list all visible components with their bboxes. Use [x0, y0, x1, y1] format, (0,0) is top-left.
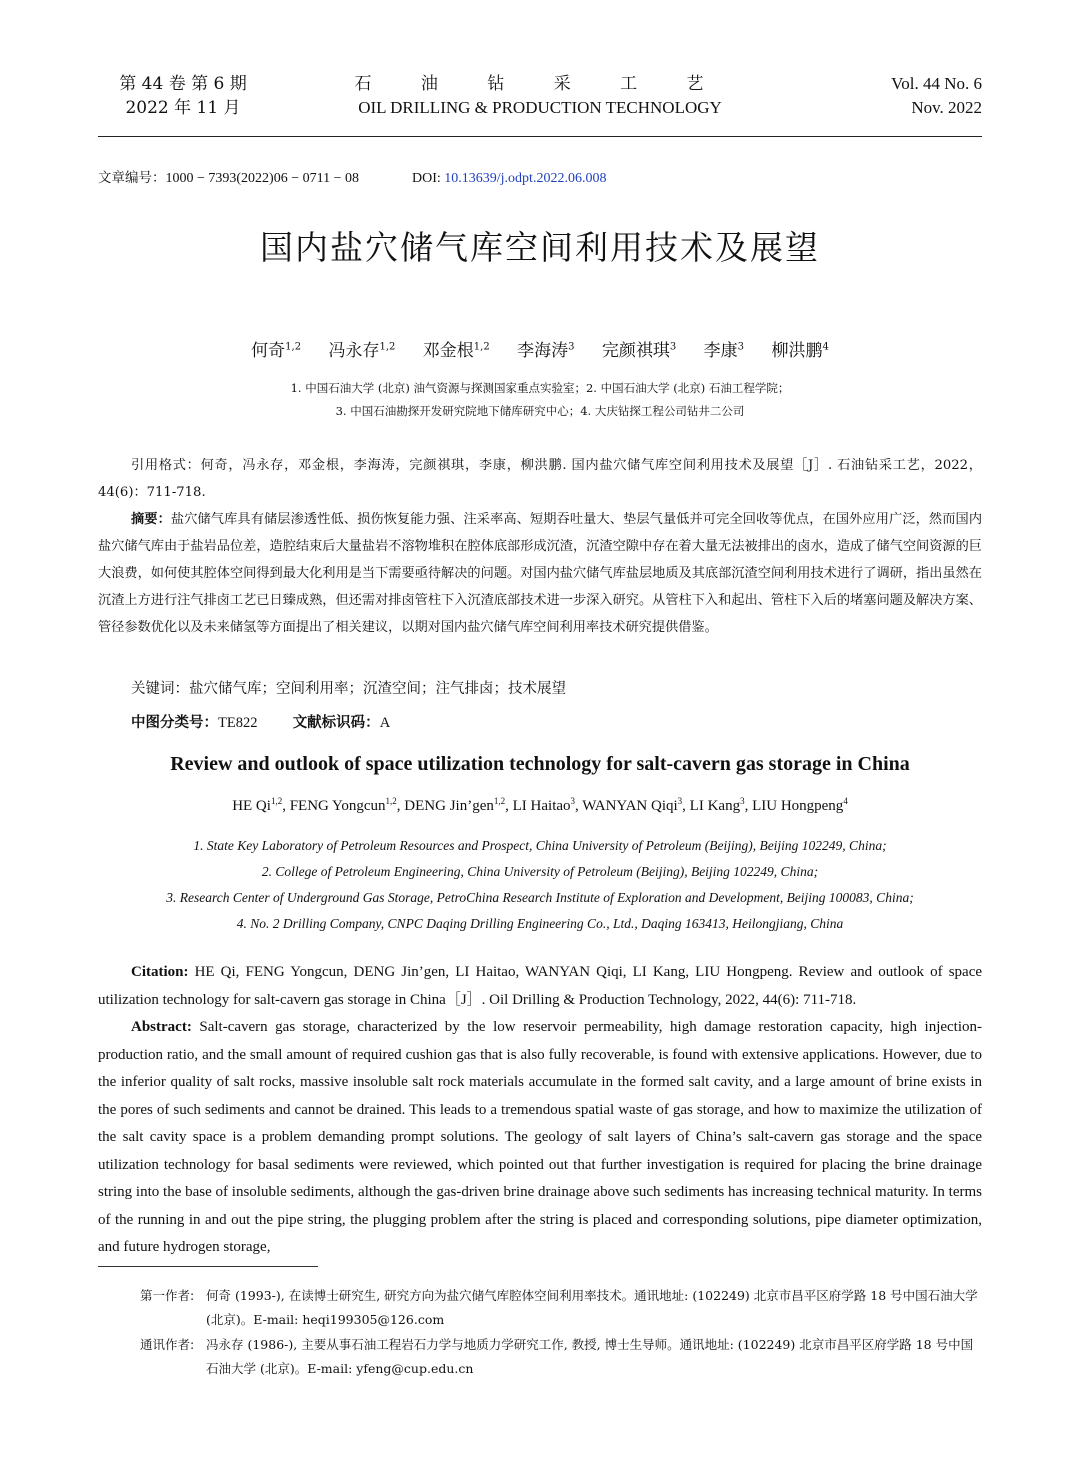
page-title: 国内盐穴储气库空间利用技术及展望 [260, 228, 820, 267]
affiliation-cn-line-2: 3. 中国石油勘探开发研究院地下储库研究中心；4. 大庆钻探工程公司钻井二公司 [335, 404, 745, 418]
abstract-cn-label: 摘要： [131, 512, 171, 527]
citation-en-label: Citation: [131, 964, 189, 980]
article-number-label: 文章编号： [98, 170, 166, 186]
author-en: LI Kang$^3$ [689, 796, 745, 814]
author-cn: 李海涛$^3$ [517, 341, 575, 361]
volume-info-en [891, 72, 982, 120]
journal-name-cn: 石 油 钻 采 工 艺 [354, 74, 726, 94]
citation-en-text: HE Qi, FENG Yongcun, DENG Jin’gen, LI Haitao, WANYAN Qiqi, LI Kang, LIU Hongpeng. Review and outlook of space utilization technology for salt-cavern gas storage in China［J］. Oil Drilling & Production Technology, 2022, 44(6): 711-718. [98, 964, 983, 1008]
author-cn: 完颜祺琪$^3$ [601, 341, 677, 361]
keywords-label: 关键词： [131, 681, 189, 697]
author-en: FENG Yongcun$^{1,2}$ [289, 796, 397, 814]
affiliation-cn-line-1: 1. 中国石油大学 (北京) 油气资源与探测国家重点实验室；2. 中国石油大学 (北京) 石油工程学院； [290, 381, 790, 395]
abstract-cn [98, 506, 982, 641]
abstract-cn-text: 盐穴储气库具有储层渗透性低、损伤恢复能力强、注采率高、短期吞吐量大、垫层气量低并可完全回收等优点，在国外应用广泛，然而国内盐穴储气库由于盐岩品位差，造腔结束后大量盐岩不溶物堆积在腔体底部形成沉渣，沉渣空隙中存在着大量无法被排出的卤水，造成了储气空间资源的巨大浪费，如何使其腔体空间得到最大化利用是当下需要亟待解决的问题。对国内盐穴储气库盐层地质及其底部沉渣空间利用技术进行了调研，指出虽然在沉渣上方进行注气排卤工艺已日臻成熟，但还需对排卤管柱下入沉渣底部技术进一步深入研究。从管柱下入和起出、管柱下入后的堵塞问题及解决方案、管径参数优化以及未来储氢等方面提出了相关建议，以期对国内盐穴储气库空间利用率技术研究提供借鉴。 [98, 512, 983, 635]
doc-code: A [379, 715, 391, 731]
abstract-en-text: Salt-cavern gas storage, characterized by the low reservoir permeability, high damage restoration capacity, high injection-production ratio, and the small amount of required cushion gas that is also fully recoverable, is found with extensive applications. However, due to the inferior quality of salt rocks, massive insoluble salt rock materials accumulate in the formed salt cavity, and a large amount of brine exists in the pores of such sediments and cannot be drained. This leads to a tremendous spatial waste of gas storage, and how to maximize the utilization of the salt cavity space is a problem demanding prompt solutions. The geology of salt layers of China’s salt-cavern gas storage and the space utilization technology for basal sediments were reviewed, which pointed out that further investigation is required for placing the brine drainage string into the base of insoluble sediments, although the gas-driven brine drainage above such sediments has increasing technical maturity. In terms of the running in and out the pipe string, the plugging problem after the string is placed and corresponding solutions, pipe diameter optimization, and future hydrogen storage, [98, 1019, 983, 1255]
author-cn: 邓金根$^{1,2}$ [422, 341, 490, 361]
doi-link[interactable]: 10.13639/j.odpt.2022.06.008 [444, 171, 607, 186]
citation-en [98, 959, 982, 1014]
affiliation-en-1: 1. State Key Laboratory of Petroleum Resources and Prospect, China University of Petroleum (Beijing), Beijing 102249, China; [193, 838, 887, 853]
author-cn: 李康$^3$ [703, 341, 745, 361]
clc-label: 中图分类号： [131, 715, 218, 731]
citation-cn [98, 452, 982, 506]
english-title: Review and outlook of space utilization technology for salt-cavern gas storage in China [170, 753, 910, 775]
author-en: HE Qi$^{1,2}$ [232, 796, 283, 814]
keywords-text: 盐穴储气库；空间利用率；沉渣空间；注气排卤；技术展望 [189, 681, 566, 697]
footnote-corresponding-label: 通讯作者: [140, 1337, 195, 1352]
author-cn: 何奇$^{1,2}$ [251, 341, 302, 361]
footnote-rule [98, 1266, 318, 1267]
author-en: LI Haitao$^3$ [512, 796, 576, 814]
footnote-corresponding-text: 冯永存 (1986-), 主要从事石油工程岩石力学与地质力学研究工作, 教授, 博士生导师。通讯地址: (102249) 北京市昌平区府学路 18 号中国石油大学 (北京)。E-mail: yfeng@cup.edu.cn [206, 1337, 974, 1376]
footnote-corresponding-author [140, 1333, 982, 1381]
volume-info-cn [98, 72, 268, 120]
author-cn: 冯永存$^{1,2}$ [328, 341, 396, 361]
author-list-en: HE Qi$^{1,2}$, FENG Yongcun$^{1,2}$, DENG Jin’gen$^{1,2}$, LI Haitao$^3$, WANYAN Qiqi$^3$, LI Kang$^3$, LIU Hongpeng$^4$ [232, 796, 848, 814]
date-cn: 2022 年 11 月 [125, 98, 241, 118]
affiliation-en-2: 2. College of Petroleum Engineering, China University of Petroleum (Beijing), Beijing 102249, China; [261, 864, 819, 879]
date-en: Nov. 2022 [911, 98, 982, 117]
journal-name [320, 72, 760, 120]
header-rule [98, 136, 982, 137]
citation-cn-text: 何奇，冯永存，邓金根，李海涛，完颜祺琪，李康，柳洪鹏. 国内盐穴储气库空间利用技术及展望［J］. 石油钻采工艺，2022，44(6)：711-718. [98, 458, 982, 500]
keywords-cn [131, 677, 566, 698]
volume-en: Vol. 44 No. 6 [891, 74, 982, 93]
journal-name-en: OIL DRILLING & PRODUCTION TECHNOLOGY [358, 98, 722, 117]
author-cn: 柳洪鹏$^4$ [771, 341, 829, 361]
article-number: 1000 − 7393(2022)06 − 0711 − 08 [165, 171, 359, 186]
clc-code: TE822 [218, 715, 258, 731]
abstract-en [98, 1014, 982, 1262]
author-en: LIU Hongpeng$^4$ [752, 796, 848, 814]
classification-line [131, 711, 390, 732]
author-en: DENG Jin’gen$^{1,2}$ [404, 796, 506, 814]
abstract-en-label: Abstract: [131, 1019, 192, 1035]
affiliation-en-4: 4. No. 2 Drilling Company, CNPC Daqing Drilling Engineering Co., Ltd., Daqing 163413, Heilongjiang, China [236, 916, 844, 931]
volume-cn: 第 44 卷 第 6 期 [119, 74, 247, 94]
affiliation-en-3: 3. Research Center of Underground Gas Storage, PetroChina Research Institute of Exploration and Development, Beijing 100083, China; [166, 890, 914, 905]
footnote-first-author-text: 何奇 (1993-), 在读博士研究生, 研究方向为盐穴储气库腔体空间利用率技术。通讯地址: (102249) 北京市昌平区府学路 18 号中国石油大学 (北京)。E-mail: heqi199305@126.com [206, 1288, 978, 1327]
doc-code-label: 文献标识码： [292, 715, 380, 731]
footnote-first-author [140, 1284, 982, 1332]
author-list-cn [0, 336, 1080, 361]
doi-label: DOI: [412, 171, 445, 186]
author-en: WANYAN Qiqi$^3$ [582, 796, 683, 814]
article-number-line [98, 166, 606, 187]
citation-cn-label: 引用格式： [131, 458, 201, 473]
footnote-first-author-label: 第一作者: [140, 1288, 195, 1303]
